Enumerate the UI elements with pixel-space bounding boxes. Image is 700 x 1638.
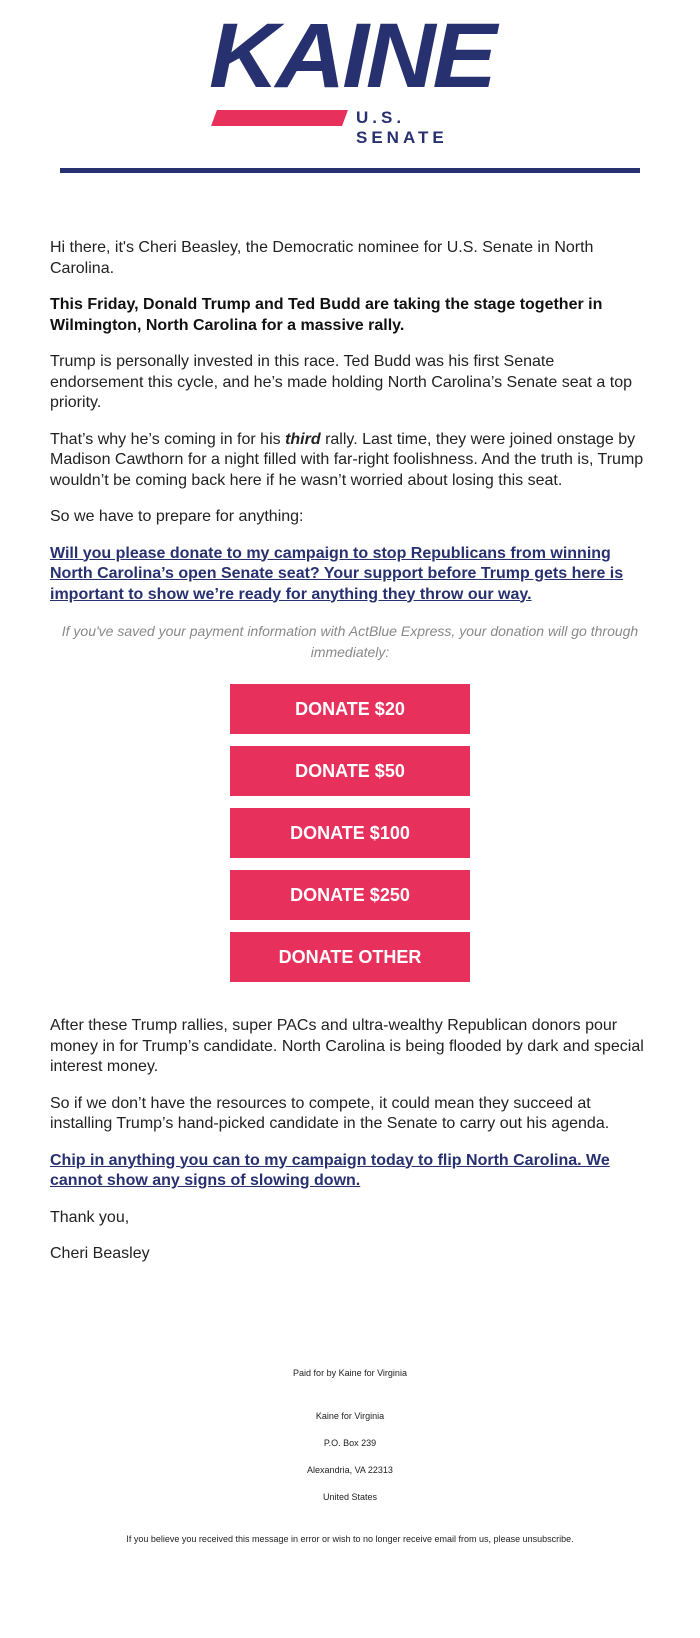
unsubscribe-text[interactable]: If you believe you received this message in error or wish to no longer receive email from us, please unsubscribe. bbox=[126, 1534, 574, 1544]
donate-other-button[interactable]: DONATE OTHER bbox=[230, 932, 470, 982]
headline-paragraph: This Friday, Donald Trump and Ted Budd are taking the stage together in Wilmington, North Carolina for a massive rally. bbox=[50, 296, 603, 334]
third-rally-text-end: rally. Last time, they were joined onstage by Madison Cawthorn for a night filled with far-right foolishness. And the truth is, Trump wouldn’t be coming back here if he wasn’t worried about losing this seat. bbox=[50, 430, 644, 489]
footer-country: United States bbox=[322, 1492, 378, 1502]
paragraph-prepare: So we have to prepare for anything: bbox=[50, 508, 304, 525]
footer-paid-for: Paid for by Kaine for Virginia bbox=[293, 1368, 407, 1378]
emphasis-third: third bbox=[285, 430, 321, 448]
donate-link-secondary[interactable]: Chip in anything you can to my campaign today to flip North Carolina. We cannot show any signs of slowing down. bbox=[50, 1151, 610, 1189]
header-divider bbox=[60, 168, 640, 173]
logo-subtitle: U.S. SENATE bbox=[356, 108, 448, 147]
logo-accent-bar bbox=[211, 110, 348, 126]
donate-50-button[interactable]: DONATE $50 bbox=[230, 746, 470, 796]
footer-city: Alexandria, VA 22313 bbox=[307, 1465, 393, 1475]
donate-20-button[interactable]: DONATE $20 bbox=[230, 684, 470, 734]
actblue-note: If you've saved your payment information with ActBlue Express, your donation will go through immediately: bbox=[61, 623, 639, 660]
signature: Cheri Beasley bbox=[50, 1245, 150, 1262]
thanks-text: Thank you, bbox=[50, 1208, 130, 1226]
kaine-logo bbox=[209, 5, 499, 147]
third-rally-text-start: That’s why he’s coming in for his bbox=[50, 430, 286, 448]
intro-paragraph: Hi there, it's Cheri Beasley, the Democratic nominee for U.S. Senate in North Carolina. bbox=[50, 239, 594, 277]
email-body bbox=[50, 238, 650, 1281]
paragraph-super-pacs: After these Trump rallies, super PACs and ultra-wealthy Republican donors pour money in for Trump’s candidate. North Carolina is being flooded by dark and special interest money. bbox=[50, 1017, 644, 1075]
donate-link-primary[interactable]: Will you please donate to my campaign to stop Republicans from winning North Carolina’s open Senate seat? Your support before Trump gets here is important to show we’re ready for anything they throw our way. bbox=[50, 544, 624, 603]
logo-wordmark: KAINE bbox=[209, 5, 494, 107]
donate-button-group bbox=[50, 684, 650, 994]
footer-org: Kaine for Virginia bbox=[315, 1411, 385, 1421]
paragraph-resources: So if we don’t have the resources to compete, it could mean they succeed at installing Trump’s hand-picked candidate in the Senate to carry out his agenda. bbox=[50, 1094, 610, 1132]
paragraph-third-rally bbox=[50, 430, 650, 492]
donate-100-button[interactable]: DONATE $100 bbox=[230, 808, 470, 858]
footer-po-box: P.O. Box 239 bbox=[323, 1438, 377, 1448]
paragraph-invested: Trump is personally invested in this race. Ted Budd was his first Senate endorsement this cycle, and he’s made holding North Carolina’s Senate seat a top priority. bbox=[50, 353, 632, 411]
donate-250-button[interactable]: DONATE $250 bbox=[230, 870, 470, 920]
